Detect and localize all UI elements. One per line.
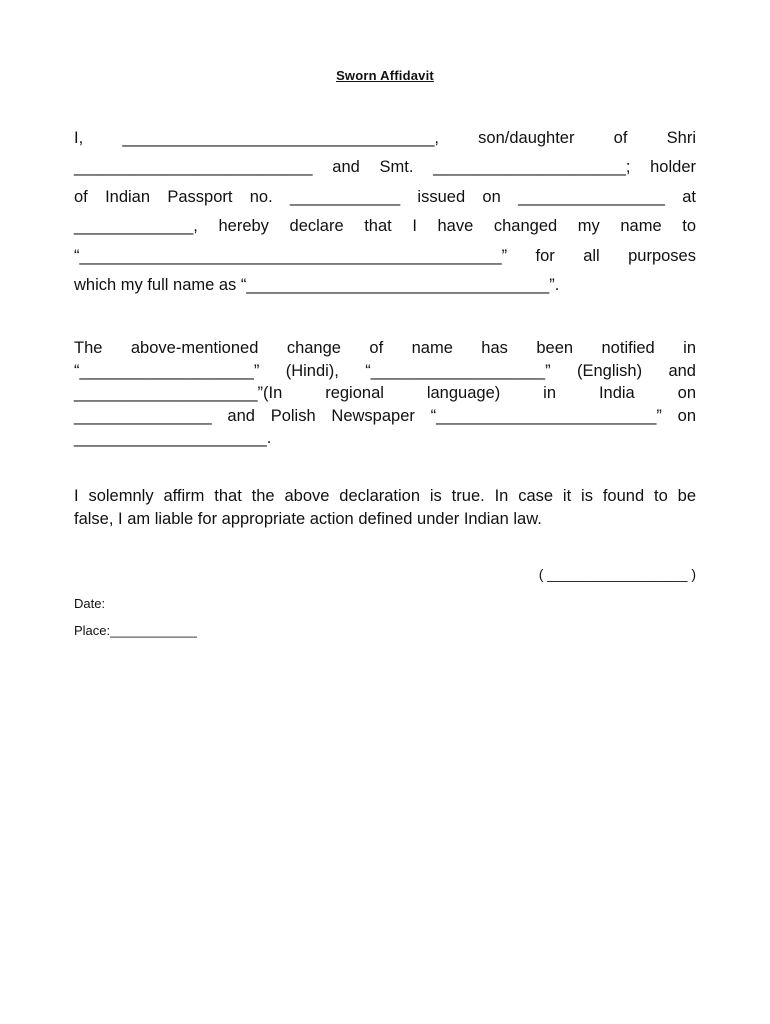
notification-line: _____________________.	[74, 429, 272, 448]
affirmation-line: false, I am liable for appropriate action defined under Indian law.	[74, 510, 542, 528]
notification-line: ____________________”(In regional language) in India on	[74, 384, 696, 403]
declaration-line: _____________, hereby declare that I have changed my name to	[74, 217, 696, 236]
declaration-line: of Indian Passport no. ____________ issued on ________________ at	[74, 187, 696, 206]
declaration-paragraph	[74, 124, 696, 300]
date-label: Date:	[74, 596, 106, 611]
declaration-line: “______________________________________________” for all purposes	[74, 246, 696, 265]
declaration-line: I, __________________________________, son/daughter of Shri	[74, 129, 696, 147]
declaration-line: __________________________ and Smt. _____________________; holder	[74, 158, 696, 177]
notification-line: The above-mentioned change of name has been notified in	[74, 339, 696, 357]
declaration-line: which my full name as “_________________________________”.	[74, 276, 560, 295]
notification-line: _______________ and Polish Newspaper “________________________” on	[74, 406, 696, 425]
notification-line: “___________________” (Hindi), “___________________” (English) and	[74, 361, 696, 380]
affirmation-paragraph	[74, 485, 696, 531]
notification-paragraph	[74, 337, 696, 450]
signature-line: ( __________________ )	[538, 566, 696, 582]
place-label: Place:____________	[74, 623, 197, 638]
document-title: Sworn Affidavit	[336, 68, 434, 83]
affirmation-line: I solemnly affirm that the above declaration is true. In case it is found to be	[74, 487, 696, 505]
